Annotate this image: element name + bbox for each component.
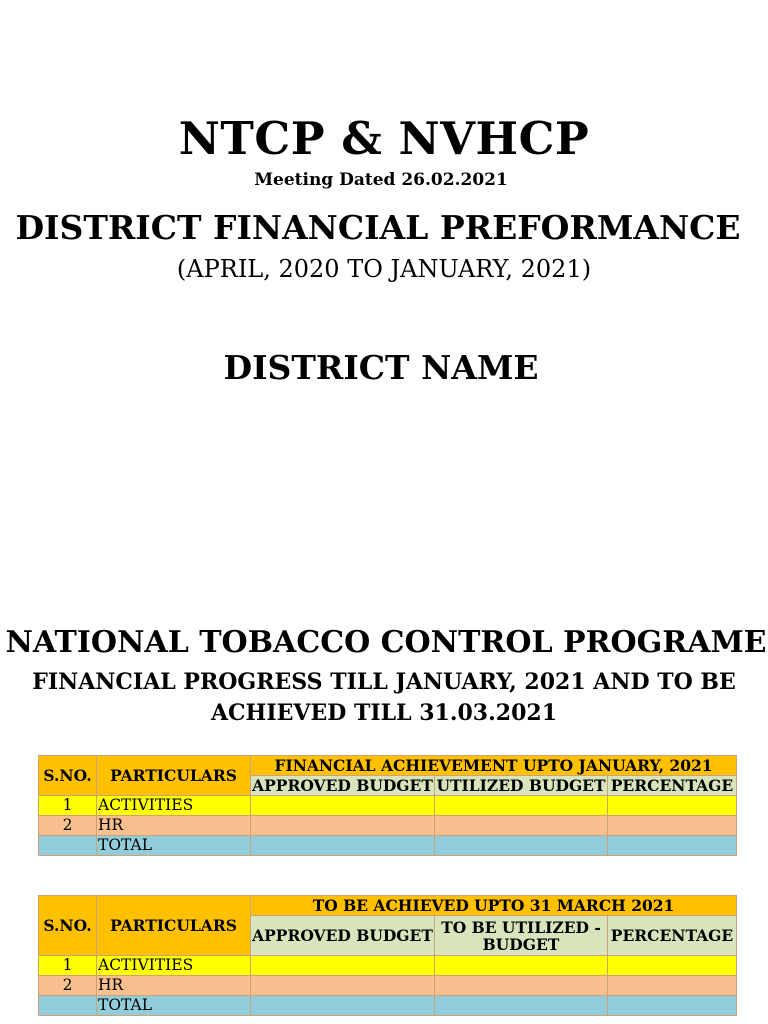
cell-utilized <box>435 796 608 816</box>
col-utilized-budget: UTILIZED BUDGET <box>436 776 606 795</box>
group-header: TO BE ACHIEVED UPTO 31 MARCH 2021 <box>251 896 737 916</box>
col-percentage: PERCENTAGE <box>608 916 737 956</box>
col-particulars: PARTICULARS <box>97 896 251 956</box>
table-row <box>39 976 737 996</box>
row-particular: HR <box>97 816 251 836</box>
cell-percentage <box>608 816 737 836</box>
cell-approved <box>251 836 435 856</box>
cell-utilized <box>435 816 608 836</box>
col-percentage: PERCENTAGE <box>608 776 737 796</box>
row-particular: ACTIVITIES <box>97 796 251 816</box>
col-approved-budget: APPROVED BUDGET <box>251 916 435 956</box>
cell-approved <box>251 976 435 996</box>
section-title: NATIONAL TOBACCO CONTROL PROGRAME <box>5 625 767 660</box>
row-sno: 1 <box>39 796 97 816</box>
period: (APRIL, 2020 TO JANUARY, 2021) <box>176 255 592 283</box>
group-header: FINANCIAL ACHIEVEMENT UPTO JANUARY, 2021 <box>251 756 737 776</box>
col-sno: S.NO. <box>39 756 97 796</box>
col-approved-budget: APPROVED BUDGET <box>252 776 433 795</box>
section-subtitle-line2: ACHIEVED TILL 31.03.2021 <box>210 700 558 726</box>
table-row <box>39 996 737 1016</box>
table-row <box>39 816 737 836</box>
cell-approved <box>251 816 435 836</box>
row-sno: 2 <box>39 976 97 996</box>
district-name: DISTRICT NAME <box>223 348 539 387</box>
cell-percentage <box>608 996 737 1016</box>
col-sno: S.NO. <box>39 896 97 956</box>
financial-achievement-table <box>38 755 737 856</box>
col-to-be-utilized-budget: TO BE UTILIZED - BUDGET <box>435 916 608 956</box>
row-particular: TOTAL <box>97 996 251 1016</box>
cell-percentage <box>608 956 737 976</box>
to-be-achieved-table <box>38 895 737 1016</box>
cell-percentage <box>608 976 737 996</box>
cell-approved <box>251 956 435 976</box>
row-sno <box>39 836 97 856</box>
row-sno: 2 <box>39 816 97 836</box>
table-row <box>39 796 737 816</box>
table-row <box>39 956 737 976</box>
cell-to-be-utilized <box>435 996 608 1016</box>
cell-utilized <box>435 836 608 856</box>
section-subtitle-line1: FINANCIAL PROGRESS TILL JANUARY, 2021 AND TO BE <box>32 669 736 695</box>
row-sno: 1 <box>39 956 97 976</box>
section-subtitle <box>0 667 768 729</box>
row-particular: HR <box>97 976 251 996</box>
meeting-date: Meeting Dated 26.02.2021 <box>254 170 508 190</box>
cell-percentage <box>608 796 737 816</box>
page-title: NTCP & NVHCP <box>178 112 590 165</box>
cell-to-be-utilized <box>435 976 608 996</box>
row-particular: TOTAL <box>97 836 251 856</box>
col-particulars: PARTICULARS <box>97 756 251 796</box>
cell-approved <box>251 996 435 1016</box>
row-sno <box>39 996 97 1016</box>
performance-title: DISTRICT FINANCIAL PREFORMANCE <box>15 208 741 247</box>
cell-approved <box>251 796 435 816</box>
table-row <box>39 836 737 856</box>
cell-to-be-utilized <box>435 956 608 976</box>
row-particular: ACTIVITIES <box>97 956 251 976</box>
cell-percentage <box>608 836 737 856</box>
